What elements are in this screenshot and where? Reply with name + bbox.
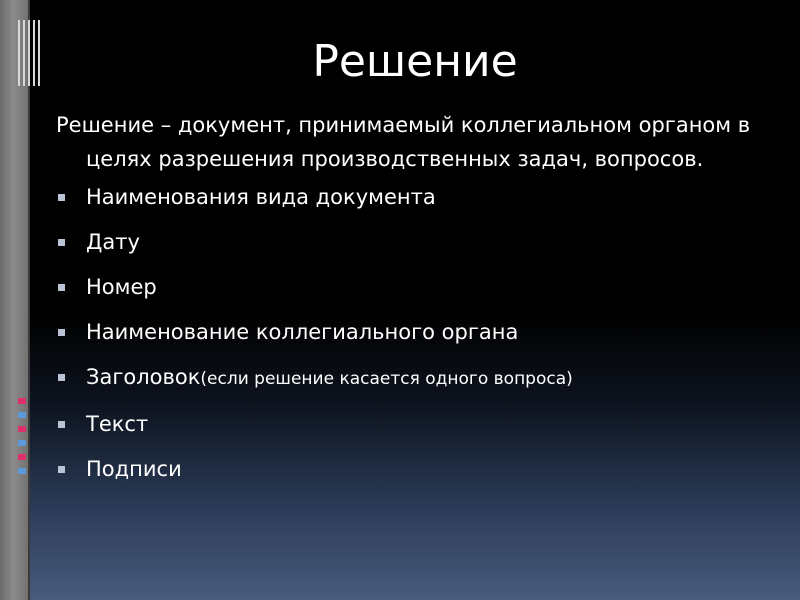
- slide-body: [56, 108, 776, 499]
- list-item-text: Номер: [86, 275, 157, 299]
- ornament-line: [18, 20, 20, 86]
- accent-square: [18, 412, 26, 418]
- list-item-text: Заголовок: [86, 365, 201, 389]
- list-item: [56, 362, 776, 394]
- list-item: [56, 317, 776, 347]
- accent-square: [18, 426, 26, 432]
- accent-ornament: [18, 398, 28, 478]
- bullet-square-icon: [58, 421, 65, 428]
- list-item-text: Наименование коллегиального органа: [86, 320, 519, 344]
- slide-title: Решение: [312, 36, 518, 87]
- list-item-text: Текст: [86, 412, 149, 436]
- list-item: [56, 182, 776, 212]
- list-item-note: (если решение касается одного вопроса): [200, 369, 573, 389]
- list-item: [56, 454, 776, 484]
- strip-edge: [28, 0, 30, 600]
- bullet-square-icon: [58, 466, 65, 473]
- accent-square: [18, 454, 26, 460]
- bullet-square-icon: [58, 374, 65, 381]
- list-item-text: Наименования вида документа: [86, 185, 436, 209]
- list-item: [56, 272, 776, 302]
- accent-square: [18, 468, 26, 474]
- bullet-square-icon: [58, 284, 65, 291]
- accent-square: [18, 398, 26, 404]
- bullet-square-icon: [58, 329, 65, 336]
- accent-square: [18, 440, 26, 446]
- definition-text: Решение – документ, принимаемый коллегиальном органом в целях разрешения производственных задач, вопросов.: [56, 113, 751, 171]
- list-item: [56, 227, 776, 257]
- list-item: [56, 409, 776, 439]
- list-item-text: Дату: [86, 230, 140, 254]
- list-item-text: Подписи: [86, 457, 182, 481]
- bullet-square-icon: [58, 239, 65, 246]
- requisites-list: [56, 182, 776, 484]
- bullet-square-icon: [58, 194, 65, 201]
- ornament-line: [23, 20, 25, 86]
- left-decorative-strip: [0, 0, 30, 600]
